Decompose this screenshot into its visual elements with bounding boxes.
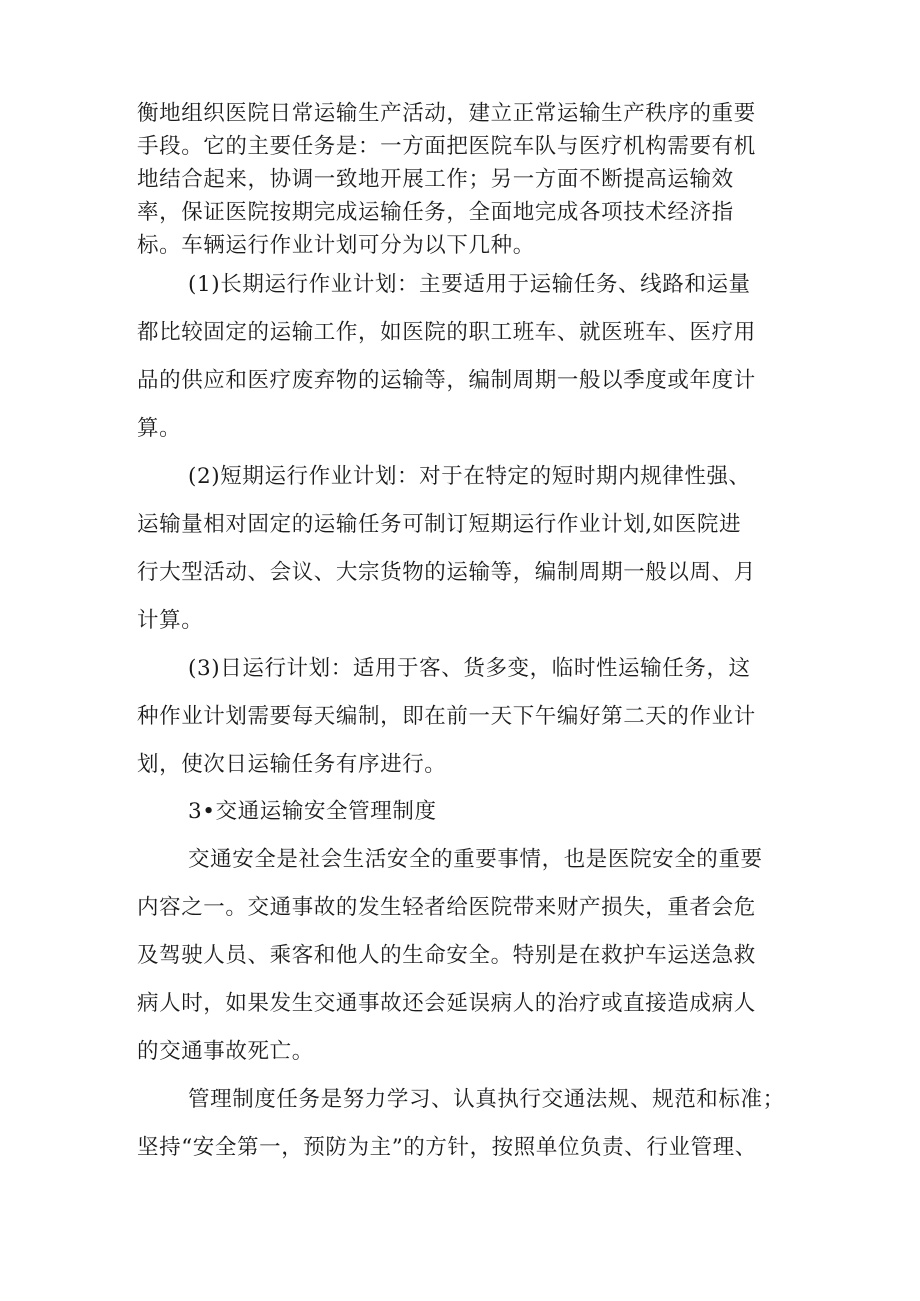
text-line-5: 标。车辆运行作业计划可分为以下几种。 [137, 233, 535, 258]
text-line-7: 都比较固定的运输工作，如医院的职工班车、就医班车、医疗用 [137, 320, 756, 345]
text-line-3: 地结合起来，协调一致地开展工作；另一方面不断提高运输效 [137, 167, 734, 192]
text-line-24: 坚持“安全第一，预防为主”的方针，按照单位负责、行业管理、 [137, 1135, 757, 1160]
text-line-6: (1)长期运行作业计划：主要适用于运输任务、线路和运量 [188, 272, 751, 297]
text-line-8: 品的供应和医疗废弃物的运输等，编制周期一般以季度或年度计 [137, 368, 756, 393]
text-line-19: 内容之一。交通事故的发生轻者给医院带来财产损失，重者会危 [137, 895, 756, 920]
text-line-15: 种作业计划需要每天编制，即在前一天下午编好第二天的作业计 [137, 704, 756, 729]
text-line-18: 交通安全是社会生活安全的重要事情，也是医院安全的重要 [188, 847, 763, 872]
text-line-21: 病人时，如果发生交通事故还会延误病人的治疗或直接造成病人 [137, 991, 756, 1016]
text-line-4: 率，保证医院按期完成运输任务，全面地完成各项技术经济指 [137, 200, 734, 225]
text-line-22: 的交通事故死亡。 [137, 1039, 314, 1064]
text-line-20: 及驾驶人员、乘客和他人的生命安全。特别是在救护车运送急救 [137, 943, 756, 968]
text-line-11: 运输量相对固定的运输任务可制订短期运行作业计划,如医院进 [137, 512, 742, 537]
text-line-10: (2)短期运行作业计划：对于在特定的短时期内规律性强、 [188, 464, 751, 489]
text-line-23: 管理制度任务是努力学习、认真执行交通法规、规范和标准； [188, 1087, 785, 1112]
text-line-13: 计算。 [137, 608, 204, 633]
text-line-9: 算。 [137, 416, 182, 441]
text-line-1: 衡地组织医院日常运输生产活动，建立正常运输生产秩序的重要 [137, 101, 756, 126]
text-line-14: (3)日运行计划：适用于客、货多变，临时性运输任务，这 [188, 656, 751, 681]
section-heading: 3•交通运输安全管理制度 [188, 799, 437, 824]
text-line-16: 划，使次日运输任务有序进行。 [137, 752, 447, 777]
text-line-12: 行大型活动、会议、大宗货物的运输等，编制周期一般以周、月 [137, 560, 756, 585]
text-line-2: 手段。它的主要任务是：一方面把医院车队与医疗机构需要有机 [137, 134, 756, 159]
